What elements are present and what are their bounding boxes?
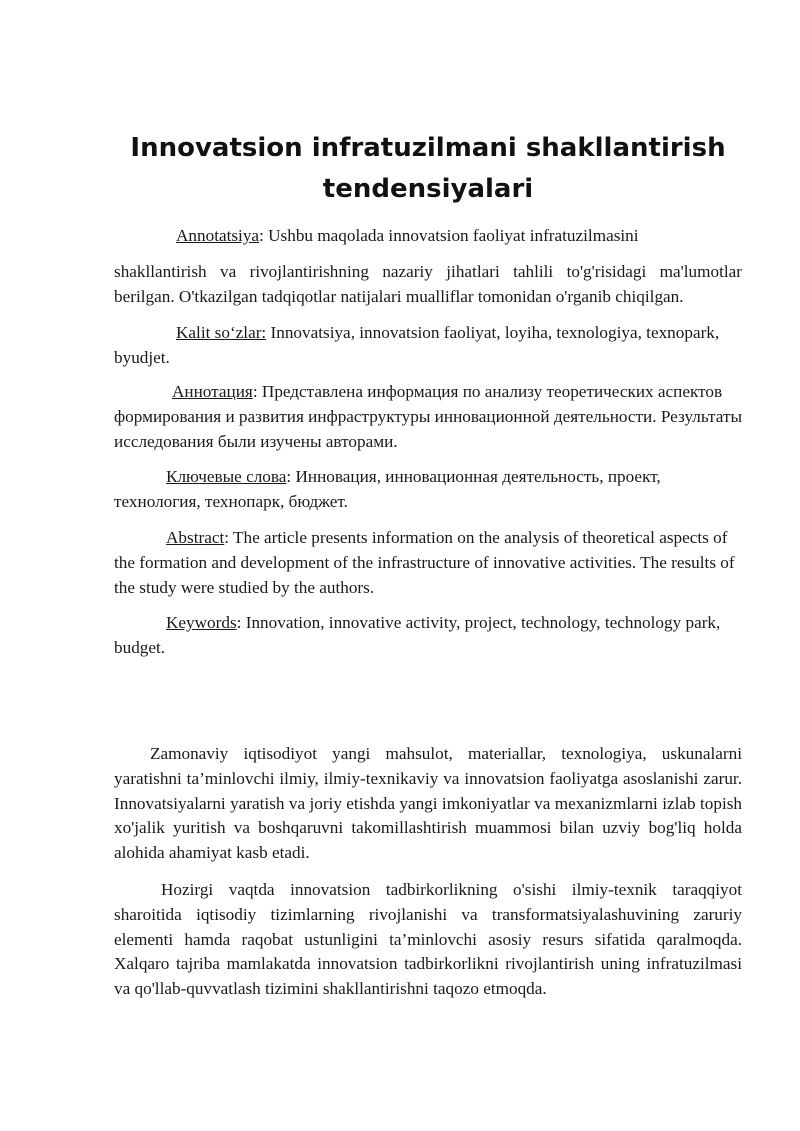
keywords-ru <box>114 465 742 515</box>
annotation-uz-first-line <box>114 224 742 249</box>
keywords-en-label: Keywords <box>166 613 237 632</box>
abstract-en-text: : The article presents information on the analysis of theoretical aspects of the formation and development of the infrastructure of innovative activities. The results of the study were studied by the authors. <box>114 528 735 597</box>
keywords-uz <box>114 321 742 371</box>
keywords-uz-label: Kalit so‘zlar: <box>176 323 267 342</box>
abstract-en <box>114 526 742 600</box>
keywords-en <box>114 611 742 661</box>
annotation-ru-label: Аннотация <box>172 382 253 401</box>
keywords-uz-text: Innovatsiya, innovatsion faoliyat, loyiha, texnologiya, texnopark, byudjet. <box>114 323 720 367</box>
abstract-en-label: Abstract <box>166 528 225 547</box>
annotation-uz-line1: : Ushbu maqolada innovatsion faoliyat infratuzilmasini <box>259 226 639 245</box>
keywords-ru-label: Ключевые слова <box>166 467 287 486</box>
annotation-uz-label: Annotatsiya <box>176 226 260 245</box>
keywords-en-text: : Innovation, innovative activity, project, technology, technology park, budget. <box>114 613 721 657</box>
annotation-ru-text: : Представлена информация по анализу теоретических аспектов формирования и развития инфраструктуры инновационной деятельности. Результаты исследования были изучены авторами. <box>114 382 743 451</box>
paper-title: Innovatsion infratuzilmani shakllantirish tendensiyalari <box>130 133 726 204</box>
annotation-uz-text: shakllantirish va rivojlantirishning nazariy jihatlari tahlili to'g'risidagi ma'lumotlar berilgan. O'tkazilgan tadqiqotlar natijalari mualliflar tomonidan o'rganib chiqilgan. <box>114 262 742 306</box>
body-paragraph-1: Zamonaviy iqtisodiyot yangi mahsulot, materiallar, texnologiya, uskunalarni yaratishni ta’minlovchi ilmiy, ilmiy-texnikaviy va innovatsion faoliyatga asoslanishi zarur. Innovatsiyalarni yaratish va joriy etishda yangi imkoniyatlar va mexanizmlarni izlab topish xo'jalik yuritish va boshqaruvni takomillashtirish muammosi bilan uzviy bog'liq holda alohida ahamiyat kasb etadi. <box>114 744 742 863</box>
keywords-ru-text: : Инновация, инновационная деятельность, проект, технология, технопарк, бюджет. <box>114 467 661 511</box>
body-paragraph-2: Hozirgi vaqtda innovatsion tadbirkorlikning o'sishi ilmiy-texnik taraqqiyot sharoitida iqtisodiy tizimlarning rivojlanishi va transformatsiyalashuvining zaruriy elementi hamda raqobat ustunligini ta’minlovchi asosiy resurs sifatida qaralmoqda. Xalqaro tajriba mamlakatda innovatsion tadbirkorlikni rivojlantirish uning infratuzilmasi va qo'llab-quvvatlash tizimini shakllantirishni taqozo etmoqda. <box>114 880 742 999</box>
annotation-ru <box>114 380 742 454</box>
